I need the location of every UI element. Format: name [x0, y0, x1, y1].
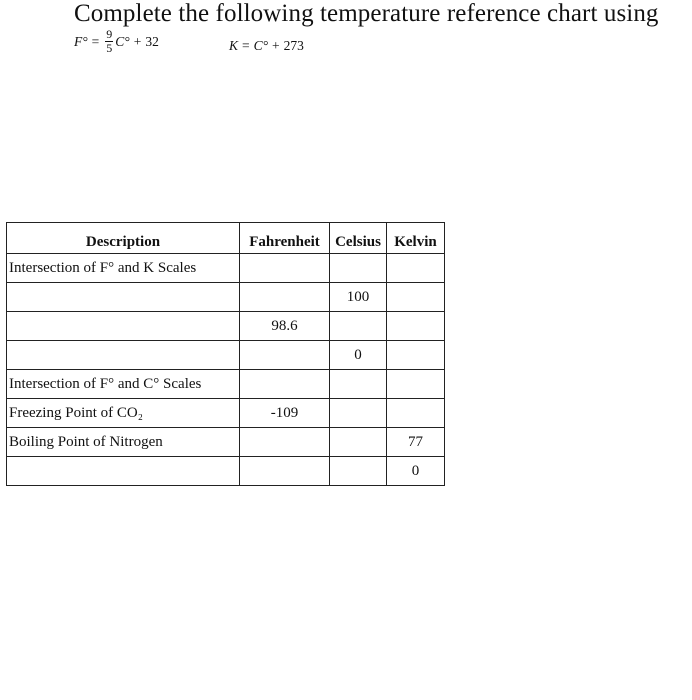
cell-description: Boiling Point of Nitrogen [7, 428, 240, 457]
cell-description [7, 283, 240, 312]
formula-f-equals: = [91, 33, 100, 49]
cell-description [7, 312, 240, 341]
header-celsius: Celsius [330, 223, 387, 254]
cell-description: Intersection of F° and C° Scales [7, 370, 240, 399]
cell-description [7, 457, 240, 486]
cell-description [7, 341, 240, 370]
cell-celsius [330, 399, 387, 428]
cell-celsius: 100 [330, 283, 387, 312]
cell-kelvin: 0 [387, 457, 445, 486]
cell-kelvin [387, 370, 445, 399]
table-row [7, 457, 445, 486]
cell-kelvin [387, 254, 445, 283]
cell-description: Freezing Point of CO₂ [7, 399, 240, 428]
fraction-numerator: 9 [106, 27, 113, 41]
cell-celsius [330, 254, 387, 283]
header-kelvin: Kelvin [387, 223, 445, 254]
cell-celsius [330, 428, 387, 457]
cell-fahrenheit [240, 457, 330, 486]
table-row [7, 283, 445, 312]
fahrenheit-formula [74, 28, 159, 55]
header-description: Description [7, 223, 240, 254]
cell-kelvin [387, 399, 445, 428]
formula-k-equals: = [242, 38, 250, 53]
formula-k-plus: + [272, 38, 280, 53]
cell-kelvin [387, 283, 445, 312]
cell-fahrenheit: 98.6 [240, 312, 330, 341]
formula-f-const: 32 [145, 33, 159, 49]
cell-kelvin: 77 [387, 428, 445, 457]
cell-fahrenheit [240, 341, 330, 370]
table-header-row [7, 223, 445, 254]
cell-celsius [330, 312, 387, 341]
cell-celsius: 0 [330, 341, 387, 370]
cell-fahrenheit [240, 370, 330, 399]
page-heading: Complete the following temperature reference chart using [74, 0, 659, 27]
cell-fahrenheit [240, 254, 330, 283]
table-row [7, 428, 445, 457]
formula-k-const: 273 [283, 38, 304, 53]
formula-k-lhs: K [229, 38, 239, 53]
formula-f-plus: + [133, 33, 142, 49]
cell-fahrenheit: -109 [240, 399, 330, 428]
cell-fahrenheit [240, 283, 330, 312]
formula-f-var: C° [115, 33, 130, 49]
cell-celsius [330, 370, 387, 399]
kelvin-formula [229, 38, 304, 54]
table-row [7, 399, 445, 428]
fraction-denominator: 5 [106, 41, 113, 55]
formula-f-lhs: F° [74, 33, 88, 49]
cell-description: Intersection of F° and K Scales [7, 254, 240, 283]
cell-kelvin [387, 341, 445, 370]
table-row [7, 341, 445, 370]
table-row [7, 254, 445, 283]
cell-kelvin [387, 312, 445, 341]
table-row [7, 312, 445, 341]
cell-celsius [330, 457, 387, 486]
formula-k-var: C° [253, 38, 269, 53]
cell-fahrenheit [240, 428, 330, 457]
formula-f-fraction [105, 28, 113, 55]
temperature-reference-table [6, 222, 445, 486]
header-fahrenheit: Fahrenheit [240, 223, 330, 254]
table-row [7, 370, 445, 399]
